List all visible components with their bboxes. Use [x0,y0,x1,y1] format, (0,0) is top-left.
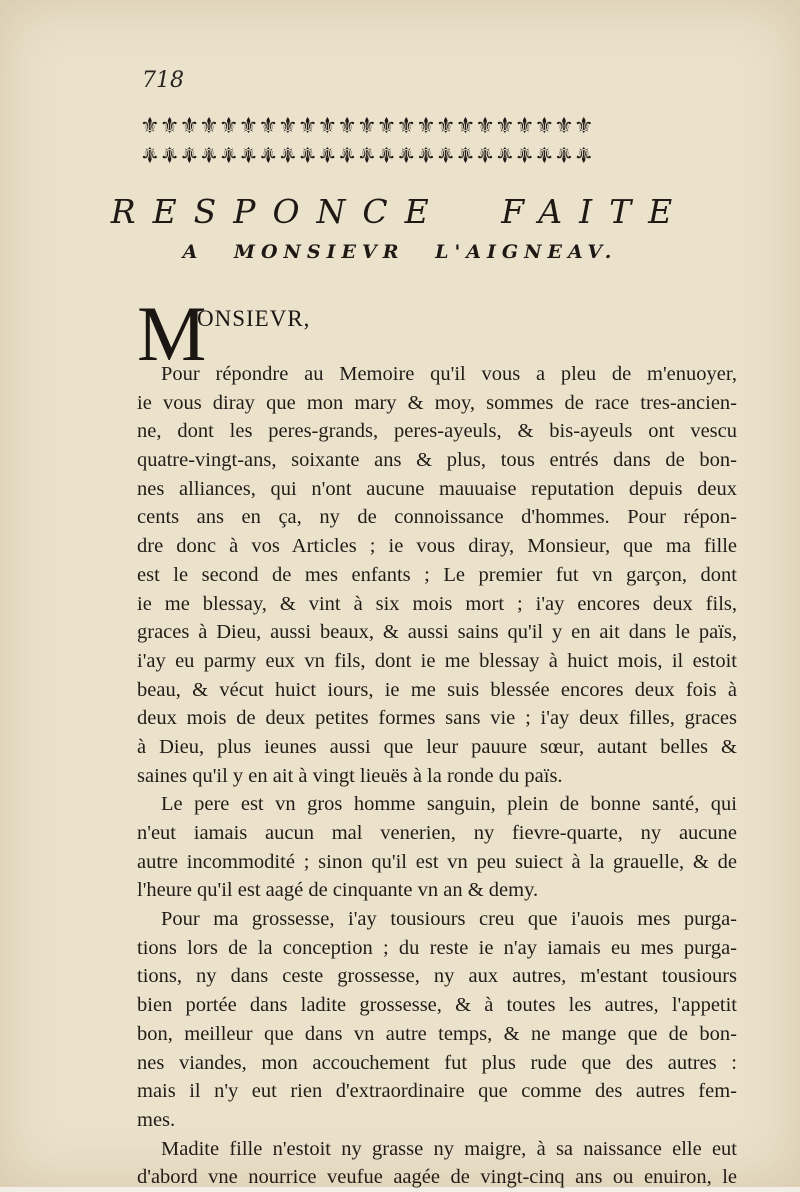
text-line: cents ans en ça, ny de connoissance d'hommes. Pour répon- [137,506,737,529]
drop-cap-initial: M [137,290,207,377]
text-line: à Dieu, plus ieunes aussi que leur pauure sœur, autant belles & [137,735,737,758]
text-line: ie me blessay, & vint à six mois mort ; i'ay encores deux fils, [137,592,737,615]
text-line: beau, & vécut huict iours, ie me suis blessée encores deux fois à [137,678,737,701]
ornament-row-top: ⚜⚜⚜⚜⚜⚜⚜⚜⚜⚜⚜⚜⚜⚜⚜⚜⚜⚜⚜⚜⚜⚜⚜ [140,114,594,139]
text-line: quatre-vingt-ans, soixante ans & plus, tous entrés dans de bon- [137,449,737,472]
text-line: n'eut iamais aucun mal venerien, ny fievre-quarte, ny aucune [137,822,737,844]
text-line: tions lors de la conception ; du reste ie n'ay iamais eu mes purga- [137,936,737,959]
text-line: ne, dont les peres-grands, peres-ayeuls, & bis-ayeuls ont vescu [137,420,737,443]
text-line: Pour répondre au Memoire qu'il vous a pleu de m'enuoyer, [161,363,737,385]
page-title: RESPONCE FAITE [110,192,690,231]
text-line: ie vous diray que mon mary & moy, sommes de race tres-ancien- [137,391,737,414]
text-line: l'heure qu'il est aagé de cinquante vn an & demy. [137,879,539,902]
text-line: Pour ma grossesse, i'ay tousiours creu que i'auois mes purga- [161,908,737,931]
text-line: Le pere est vn gros homme sanguin, plein de bonne santé, qui [161,793,737,816]
page-number: 718 [142,68,184,93]
text-line: bon, meilleur que dans vn autre temps, & ne mange que de bon- [137,1022,737,1045]
text-line: est le second de mes enfants ; Le premier fut vn garçon, dont [137,563,737,586]
text-line: tions, ny dans ceste grossesse, ny aux autres, m'estant tousiours [137,965,737,988]
body-text [137,360,737,1192]
text-line: deux mois de deux petites formes sans vie ; i'ay deux filles, graces [137,707,737,730]
ornament-row-bottom: ⚜⚜⚜⚜⚜⚜⚜⚜⚜⚜⚜⚜⚜⚜⚜⚜⚜⚜⚜⚜⚜⚜⚜ [140,141,594,166]
fleur-de-lis-ornament-icon [140,112,738,172]
page-subtitle: A MONSIEVR L'AIGNEAV. [182,241,618,263]
text-line: nes viandes, mon accouchement fut plus rude que des autres : [137,1051,737,1074]
text-line: Madite fille n'estoit ny grasse ny maigre, à sa naissance elle eut [161,1137,737,1160]
text-line: graces à Dieu, aussi beaux, & aussi sains qu'il y en ait dans le païs, [137,621,737,644]
text-line: autre incommodité ; sinon qu'il est vn peu suiect à la grauelle, & de [137,850,737,873]
text-line: nes alliances, qui n'ont aucune mauuaise reputation depuis deux [137,477,737,500]
text-line: d'abord vne nourrice veufue aagée de vingt-cinq ans ou enuiron, le [137,1166,737,1189]
text-line: mais il n'y eut rien d'extraordinaire que comme des autres fem- [137,1080,737,1103]
text-line: mes. [137,1108,176,1131]
text-line: saines qu'il y en ait à vingt lieuës à la ronde du païs. [137,764,563,787]
salutation: ONSIEVR, [197,306,311,331]
text-line: i'ay eu parmy eux vn fils, dont ie me blessay à huict mois, il estoit [137,649,737,672]
text-line: bien portée dans ladite grossesse, & à toutes les autres, l'appetit [137,994,737,1017]
text-line: dre donc à vos Articles ; ie vous diray, Monsieur, que ma fille [137,535,737,558]
